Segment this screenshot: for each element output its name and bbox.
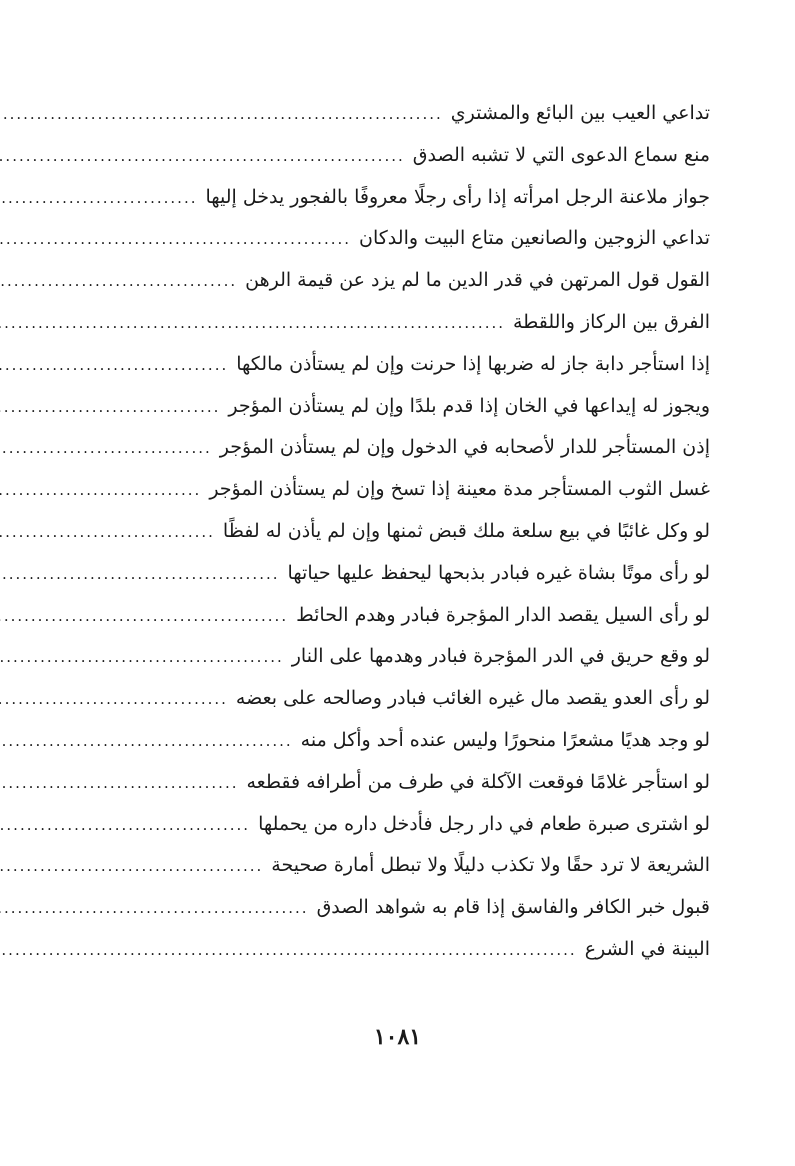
toc-entry-title: تداعي العيب بين البائع والمشتري bbox=[450, 102, 710, 124]
dot-leader bbox=[0, 470, 201, 512]
page-number: ١٠٨١ bbox=[373, 1024, 422, 1050]
toc-entry-title: لو وكل غائبًا في بيع سلعة ملك قبض ثمنها وإن لم يأذن له لفظًا bbox=[222, 519, 710, 542]
dot-leader bbox=[0, 219, 351, 261]
toc-entry-title: غسل الثوب المستأجر مدة معينة إذا تسخ وإن لم يستأذن المؤجر bbox=[209, 478, 710, 501]
toc-entry-title: تداعي الزوجين والصانعين متاع البيت والدكان bbox=[359, 227, 710, 250]
toc-entry bbox=[90, 804, 710, 846]
toc-entry-title: لو وجد هديًا مشعرًا منحورًا وليس عنده أحد وأكل منه bbox=[300, 728, 710, 751]
dot-leader bbox=[0, 428, 212, 470]
toc-entry bbox=[90, 386, 710, 428]
toc-entry-title: لو رأى السيل يقصد الدار المؤجرة فبادر وهدم الحائط bbox=[296, 603, 710, 626]
dot-leader bbox=[0, 596, 288, 638]
toc-entry-title: إذن المستأجر للدار لأصحابه في الدخول وإن لم يستأذن المؤجر bbox=[219, 436, 710, 459]
toc-entry-title: منع سماع الدعوى التي لا تشبه الصدق bbox=[412, 143, 710, 166]
dot-leader bbox=[0, 679, 228, 721]
dot-leader bbox=[0, 94, 443, 136]
dot-leader bbox=[0, 846, 263, 888]
table-of-contents bbox=[90, 93, 710, 971]
toc-entry bbox=[90, 93, 710, 135]
dot-leader bbox=[0, 721, 293, 763]
toc-entry bbox=[90, 302, 710, 344]
toc-entry bbox=[90, 845, 710, 887]
dot-leader bbox=[0, 930, 577, 972]
toc-entry bbox=[90, 511, 710, 553]
dot-leader bbox=[0, 178, 197, 220]
toc-entry bbox=[90, 595, 710, 637]
toc-entry-title: جواز ملاعنة الرجل امرأته إذا رأى رجلًا معروفًا بالفجور يدخل إليها bbox=[205, 185, 710, 208]
dot-leader bbox=[0, 345, 228, 387]
toc-entry bbox=[90, 678, 710, 720]
dot-leader bbox=[0, 554, 280, 596]
toc-entry bbox=[90, 218, 710, 260]
dot-leader bbox=[0, 888, 309, 930]
toc-entry-title: الشريعة لا ترد حقًا ولا تكذب دليلًا ولا تبطل أمارة صحيحة bbox=[271, 854, 710, 877]
toc-entry bbox=[90, 135, 710, 177]
dot-leader bbox=[0, 387, 220, 429]
dot-leader bbox=[0, 512, 215, 554]
toc-entry bbox=[90, 762, 710, 804]
dot-leader bbox=[0, 763, 238, 805]
toc-entry bbox=[90, 177, 710, 219]
toc-entry bbox=[90, 929, 710, 971]
toc-entry bbox=[90, 427, 710, 469]
toc-entry-title: الفرق بين الركاز واللقطة bbox=[513, 310, 710, 333]
toc-entry bbox=[90, 344, 710, 386]
toc-entry bbox=[90, 260, 710, 302]
toc-entry-title: لو اشترى صبرة طعام في دار رجل فأدخل داره من يحملها bbox=[258, 812, 710, 835]
toc-entry-title: لو رأى العدو يقصد مال غيره الغائب فبادر وصالحه على بعضه bbox=[235, 687, 710, 710]
toc-entry-title: لو استأجر غلامًا فوقعت الآكلة في طرف من أطرافه فقطعه bbox=[246, 770, 710, 793]
toc-entry-title: البينة في الشرع bbox=[584, 937, 710, 960]
toc-entry-title: القول قول المرتهن في قدر الدين ما لم يزد عن قيمة الرهن bbox=[245, 269, 710, 292]
toc-entry bbox=[90, 636, 710, 678]
toc-entry bbox=[90, 720, 710, 762]
toc-entry-title: قبول خبر الكافر والفاسق إذا قام به شواهد الصدق bbox=[316, 896, 710, 919]
dot-leader bbox=[0, 637, 284, 679]
dot-leader bbox=[0, 303, 505, 345]
toc-entry bbox=[90, 887, 710, 929]
toc-entry-title: لو رأى موتًا بشاة غيره فبادر بذبحها ليحفظ عليها حياتها bbox=[287, 561, 710, 584]
toc-entry-title: لو وقع حريق في الدر المؤجرة فبادر وهدمها على النار bbox=[291, 645, 710, 668]
toc-entry bbox=[90, 553, 710, 595]
dot-leader bbox=[0, 805, 250, 847]
toc-entry-title: إذا استأجر دابة جاز له ضربها إذا حرنت وإن لم يستأذن مالكها bbox=[236, 352, 710, 375]
dot-leader bbox=[0, 136, 405, 178]
toc-entry bbox=[90, 469, 710, 511]
toc-entry-title: ويجوز له إيداعها في الخان إذا قدم بلدًا وإن لم يستأذن المؤجر bbox=[228, 394, 710, 417]
dot-leader bbox=[0, 261, 237, 303]
